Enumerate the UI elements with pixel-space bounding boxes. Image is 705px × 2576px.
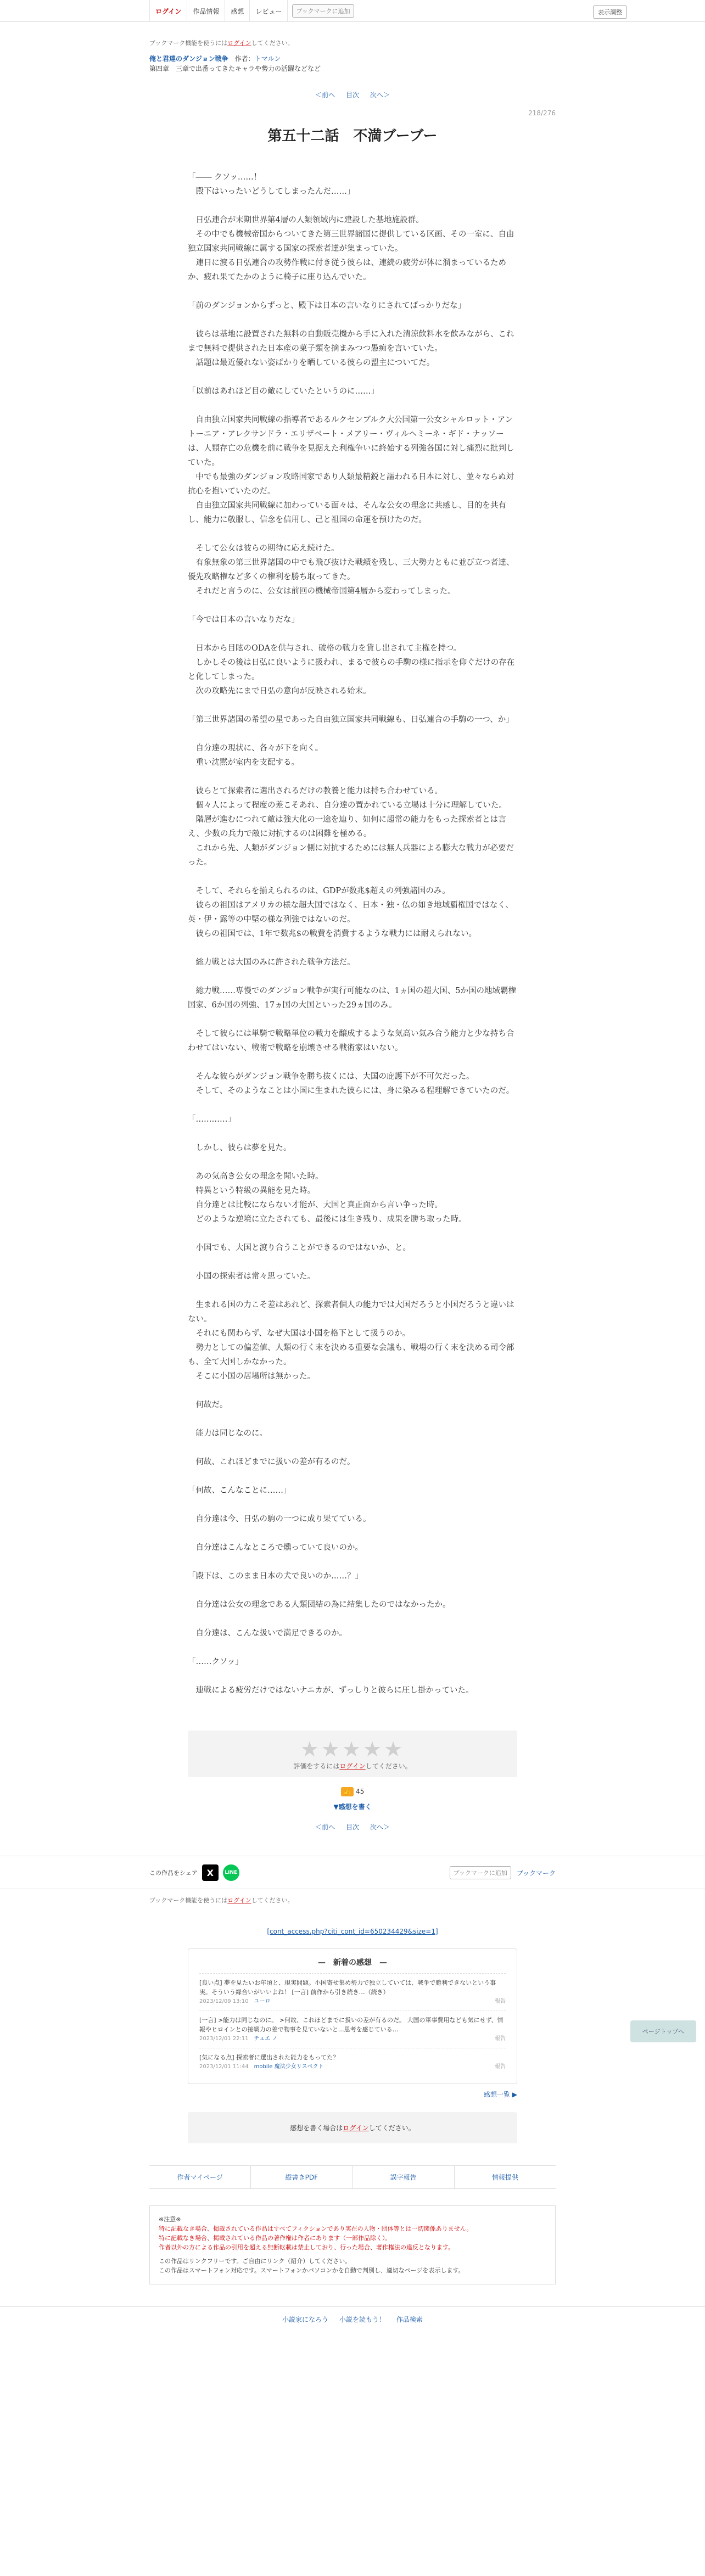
page-top-button[interactable]: ページトップへ [630, 2020, 696, 2042]
impression-login-box: 感想を書く場合はログインしてください。 [188, 2112, 517, 2143]
body-paragraph: それにも関わらず、なぜ大国は小国を格下として扱うのか。 [188, 1329, 410, 1338]
body-paragraph: 総力戦とは大国のみに許された戦争方法だ。 [188, 958, 355, 967]
body-paragraph [188, 1669, 517, 1683]
body-paragraph [188, 284, 517, 299]
body-paragraph [188, 698, 517, 713]
body-paragraph [188, 1612, 517, 1626]
impression-author-link[interactable]: ユーロ [254, 1998, 271, 2004]
body-paragraph: 自分達とは比較にならない才能が、大国と真正面から言い争った時。 [188, 1201, 443, 1209]
body-paragraph: 何故だ。 [188, 1401, 228, 1409]
body-paragraph: 次の攻略先にまで日弘の意向が反映される始末。 [188, 687, 371, 696]
footer-link[interactable]: 情報提供 [491, 2174, 518, 2181]
review-link[interactable]: レビュー [250, 0, 288, 22]
body-paragraph: そんな彼らがダンジョン戦争を勝ち抜くには、大国の庇護下が不可欠だった。 [188, 1072, 474, 1081]
line-share-icon[interactable]: LINE [223, 1864, 239, 1881]
impressions-box [188, 1948, 517, 2084]
body-paragraph: あの気高き公女の理念を聞いた時。 [188, 1172, 323, 1181]
notice-login-link[interactable]: ログイン [227, 40, 251, 47]
impression-item [199, 2048, 506, 2076]
body-paragraph: 「―― クソッ……！ [188, 173, 262, 182]
impression-text: [気になる点] 探索者に選出された能力をもってた？ [199, 2054, 339, 2061]
body-paragraph: 自分達は今、日弘の駒の一つに成り果てている。 [188, 1515, 371, 1524]
write-impression-link[interactable]: ▼感想を書く [333, 1803, 372, 1811]
report-link[interactable]: 報告 [495, 2064, 506, 2070]
star-icon[interactable]: ★ [363, 1737, 384, 1761]
impression-item [199, 2011, 506, 2048]
report-link[interactable]: 報告 [495, 1998, 506, 2004]
impression-date: 2023/12/09 13:10 [199, 1998, 254, 2004]
works-info-link[interactable]: 作品情報 [187, 0, 225, 22]
next-link-bottom[interactable]: 次へ＞ [370, 1823, 390, 1831]
impression-date: 2023/12/01 11:44 [199, 2064, 254, 2070]
episode-title: 第五十二話 不満ブーブー [267, 128, 438, 144]
body-paragraph [188, 1012, 517, 1027]
body-paragraph [188, 370, 517, 384]
body-paragraph [188, 1127, 517, 1141]
bookmark-add-button-bottom[interactable]: ブックマークに追加 [450, 1866, 511, 1879]
body-paragraph: 個々人によって程度の差こそあれ、自分達の置かれている立場は十分に理解していた。 [188, 801, 507, 810]
body-paragraph: 階層が進むにつれて敵は強大化の一途を辿り、如何に超常の能力をもった探索者とは言え、少数の兵力で敵に対抗するのは困難を極める。 [188, 815, 506, 838]
body-paragraph [188, 1441, 517, 1455]
x-share-icon[interactable]: X [202, 1864, 219, 1881]
body-paragraph: 「前のダンジョンからずっと、殿下は日本の言いなりにされてばっかりだな」 [188, 301, 466, 310]
body-paragraph [188, 313, 517, 327]
body-paragraph: 生まれる国の力こそ差はあれど、探索者個人の能力では大国だろうと小国だろうと違いはない。 [188, 1301, 514, 1324]
series-info: 俺と君達のダンジョン戦争 作者：トマルン 第四章 三章で出番ってきたキャラや勢力の活躍などなど [149, 54, 556, 74]
pager-top [149, 90, 556, 99]
rating-box: ★★★★★ 評価をするにはログインしてください。 [188, 1731, 517, 1777]
body-paragraph: 勢力としての偏差値、人類の行く末を決める重要な会議も、戦場の行く末を決める司令部も、全て大国しかなかった。 [188, 1343, 514, 1367]
bottom-link[interactable]: 小説を読もう！ [339, 2316, 385, 2323]
caution-box [149, 2205, 556, 2284]
body-paragraph [188, 1155, 517, 1169]
star-icon[interactable]: ★ [342, 1737, 363, 1761]
caution-line: 特に記載なき場合、掲載されている作品の著作権は作者にあります（一部作品除く）。 [159, 2235, 391, 2242]
share-bar [0, 1856, 705, 1889]
body-paragraph: そして、それらを揃えられるのは、GDPが数兆$超えの列強諸国のみ。 [188, 887, 450, 895]
caution-title: ※注意※ [159, 2216, 181, 2223]
body-paragraph: 何故、これほどまでに扱いの差が有るのだ。 [188, 1458, 355, 1466]
prev-link[interactable]: ＜前へ [315, 91, 335, 99]
star-icon[interactable]: ★ [321, 1737, 342, 1761]
body-paragraph: 総力戦……専慢でのダンジョン戦争が実行可能なのは、1ヵ国の超大国、5か国の地域覇権国家、6か国の列強、17ヵ国の大国といった29ヵ国のみ。 [188, 987, 516, 1010]
prev-link-bottom[interactable]: ＜前へ [315, 1823, 335, 1831]
series-title-link[interactable]: 俺と君達のダンジョン戦争 [149, 55, 228, 63]
body-paragraph: その中でも機械帝国からついてきた第三世界諸国に提供している区画、その一室に、自由独立国家共同戦線に属する国家の探索者達が集まっていた。 [188, 230, 514, 253]
bottom-link[interactable]: 作品検索 [396, 2316, 423, 2323]
body-paragraph [188, 1498, 517, 1512]
body-paragraph: 自分達の現状に、各々が下を向く。 [188, 744, 323, 753]
star-icon[interactable]: ★ [300, 1737, 321, 1761]
caution-line: この作品はスマートフォン対応です。スマートフォンかパソコンかを自動で判別し、適切なページを表示します。 [159, 2267, 465, 2274]
chapter-title: 第四章 三章で出番ってきたキャラや勢力の活躍などなど [149, 65, 321, 72]
caution-line: 特に記載なき場合、掲載されている作品はすべてフィクションであり実在の人物・団体等とは一切関係ありません。 [159, 2225, 473, 2232]
notice2-login-link[interactable]: ログイン [227, 1897, 251, 1904]
body-paragraph [188, 770, 517, 784]
body-paragraph: 彼らの祖国では、1年で数兆$の戦費を消費するような戦力には耐えられない。 [188, 929, 477, 938]
body-paragraph: そして、そのようなことは小国に生まれた彼らには、身に染みる程理解できていたのだ。 [188, 1087, 514, 1095]
footer-link[interactable]: 誤字報告 [353, 2166, 455, 2188]
body-paragraph: 連戦による疲労だけではないナニカが、ずっしりと彼らに圧し掛かっていた。 [188, 1686, 474, 1695]
body-paragraph: 連日に渡る日弘連合の攻勢作戦に付き従う彼らは、連続の疲労が体に溜まっているためか、疲れ果てたかのように椅子に座り込んでいた。 [188, 259, 506, 282]
top-nav-bar [0, 0, 705, 22]
body-paragraph [188, 1412, 517, 1426]
impression-login-link[interactable]: ログイン [343, 2124, 369, 2132]
thumbs-up-icon: 👍 [341, 1787, 354, 1796]
body-paragraph [188, 941, 517, 955]
impression-date: 2023/12/01 22:11 [199, 2036, 254, 2042]
author-link[interactable]: トマルン [254, 55, 281, 63]
body-paragraph [188, 970, 517, 984]
body-paragraph [188, 1469, 517, 1483]
body-paragraph: それだと言うのに、公女は前回の機械帝国第4層から変わってしまった。 [188, 587, 456, 596]
body-paragraph: 日弘連合が末期世界第4層の人類領域内に建設した基地施設群。 [188, 216, 424, 225]
body-paragraph: 彼らの祖国はアメリカの様な超大国ではなく、日本・独・仏の如き地域覇権国ではなく、英・伊・露等の中堅の様な列強ではないのだ。 [188, 901, 513, 924]
login-link[interactable]: ログイン [149, 0, 187, 22]
body-paragraph [188, 1255, 517, 1269]
body-paragraph: 自分達はこんなところで燻っていて良いのか。 [188, 1543, 363, 1552]
body-paragraph [188, 1640, 517, 1655]
body-paragraph [188, 1384, 517, 1398]
body-paragraph: 殿下はいったいどうしてしまったんだ……」 [188, 187, 355, 196]
caution-line: この作品はリンクフリーです。ご自由にリンク（紹介）してください。 [159, 2258, 351, 2265]
body-paragraph: 日本から目眩のODAを供与され、破格の戦力を貸し出されて主権を持つ。 [188, 644, 462, 653]
share-label: この作品をシェア [149, 1869, 198, 1877]
body-paragraph: 重い沈黙が室内を支配する。 [188, 758, 299, 767]
body-paragraph [188, 1227, 517, 1241]
star-icon[interactable]: ★ [384, 1737, 405, 1761]
rating-stars[interactable] [188, 1737, 517, 1761]
bookmark-add-button[interactable]: ブックマークに追加 [292, 4, 354, 18]
novel-body [188, 170, 517, 1698]
bottom-link[interactable]: 小説家になろう [282, 2316, 328, 2323]
body-paragraph: 「以前はあれほど目の敵にしていたというのに……」 [188, 387, 379, 396]
body-paragraph [188, 627, 517, 641]
impression-author-link[interactable]: mobile 魔法少女リスペクト [254, 2064, 324, 2070]
bookmark-notice: ブックマーク機能を使うにはログインしてください。 [149, 40, 294, 47]
pager-bottom [0, 1822, 705, 1832]
body-paragraph: 能力は同じなのに。 [188, 1429, 267, 1438]
impression-text: [一言] >能力は同じなのに。 >何故、これほどまでに扱いの差が有るのだ。 大国の軍事費用なども気にせず、情報やヒロインとの接戦力の差で物事を見ていないと…思考を感じている… [199, 2017, 503, 2033]
bookmark-link[interactable]: ブックマーク [516, 1869, 556, 1877]
access-counter-image: [cont_access.php?citi_cont_id=650234429&size=1] [267, 1928, 438, 1935]
body-paragraph: 彼らは基地に設置された無料の自動販売機から手に入れた清涼飲料水を飲みながら、これまで無料で提供された日本産の菓子類を摘まみつつ愚痴を言いていた。 [188, 330, 514, 353]
body-paragraph [188, 399, 517, 413]
body-paragraph [188, 1555, 517, 1569]
body-paragraph: 小国でも、大国と渡り合うことができるのではないか、と。 [188, 1244, 411, 1252]
impressions-link[interactable]: 感想 [225, 0, 250, 22]
toc-link[interactable]: 目次 [345, 91, 359, 99]
footer-link[interactable]: 作者マイページ [149, 2166, 251, 2188]
impressions-heading: — 新着の感想 — [318, 1958, 387, 1967]
body-paragraph: 彼らとて探索者に選出されるだけの教養と能力は持ち合わせている。 [188, 787, 443, 796]
body-paragraph: 自分達は、こんな扱いで満足できるのか。 [188, 1629, 347, 1638]
body-paragraph: しかし、彼らは夢を見た。 [188, 1144, 292, 1152]
good-count: 45 [356, 1788, 365, 1795]
body-paragraph: どのような逆境に立たされても、最後には生き残り、成果を勝ち取った時。 [188, 1215, 467, 1224]
body-paragraph: 小国の探索者は常々思っていた。 [188, 1272, 315, 1281]
impressions-more-link[interactable]: 感想一覧 ▶ [483, 2091, 517, 2098]
body-paragraph: 「……クソッ」 [188, 1657, 243, 1666]
body-paragraph: 「第三世界諸国の希望の星であった自由独立国家共同戦線も、日弘連合の手駒の一つ、か」 [188, 715, 514, 724]
body-paragraph [188, 727, 517, 741]
body-paragraph: そして公女は彼らの期待に応え続けた。 [188, 544, 339, 553]
body-paragraph [188, 1055, 517, 1069]
body-paragraph: これから先、人類がダンジョン側に対抗するためには無人兵器による膨大な戦力が必要だった。 [188, 844, 514, 867]
body-paragraph: 有象無象の第三世界諸国の中でも飛び抜けた戦績を残し、三大勢力ともに並び立つ者達、優先攻略権など多くの権利を勝ち取ってきた。 [188, 558, 514, 581]
body-paragraph: 中でも最強のダンジョン攻略国家であり人類最精鋭と謳われる日本に対し、並々ならぬ対抗心を抱いていたのだ。 [188, 473, 514, 496]
body-paragraph: しかしその後は日弘に良いように扱われ、まるで彼らの手駒の様に指示を仰ぐだけの存在と化してしまった。 [188, 658, 515, 681]
bottom-footer [0, 2306, 705, 2332]
body-paragraph: そして彼らには単騎で戦略単位の戦力を醸成するような気高い氣み合う能力と少な持ち合わせてはいない、戦術で戦略を崩壊させる戦術家はいない。 [188, 1029, 514, 1052]
footer-links [149, 2165, 556, 2189]
body-paragraph [188, 1098, 517, 1112]
rating-login-link[interactable]: ログイン [339, 1762, 366, 1770]
body-paragraph [188, 1284, 517, 1298]
body-paragraph: 話題は最近優れない姿ばかりを晒している彼らの盟主についてだ。 [188, 359, 435, 367]
display-settings-button[interactable]: 表示調整 [593, 5, 627, 19]
body-paragraph: 自分達は公女の理念である人類団結の為に結集したのではなかったか。 [188, 1600, 451, 1609]
body-paragraph [188, 598, 517, 613]
body-paragraph [188, 527, 517, 541]
bookmark-notice-bottom: ブックマーク機能を使うにはログインしてください。 [0, 1889, 705, 1911]
body-paragraph: 「今では日本の言いなりだな」 [188, 615, 299, 624]
page-number: 218/276 [528, 109, 556, 117]
body-paragraph: 特異という特級の異能を見た時。 [188, 1186, 315, 1195]
body-paragraph [188, 199, 517, 213]
body-paragraph [188, 870, 517, 884]
body-paragraph: そこに小国の居場所は無かった。 [188, 1372, 315, 1381]
good-button[interactable] [0, 1787, 705, 1796]
next-link[interactable]: 次へ＞ [370, 91, 390, 99]
body-paragraph: 「何故、こんなことに……」 [188, 1486, 292, 1495]
impression-author-link[interactable]: チュエ ノ [254, 2036, 278, 2042]
body-paragraph: 自由独立国家共同戦線に加わっている面々は、そんな公女の理念に共感し、目的を共有し、能力に敬服し、信念を信用し、己と祖国の命運を預けたのだ。 [188, 501, 506, 524]
caution-line: 作者以外の方による作品の引用を超える無断転載は禁止しており、行った場合、著作権法の違反となります。 [159, 2244, 455, 2251]
body-paragraph [188, 1526, 517, 1541]
footer-link[interactable]: 縦書きPDF [251, 2166, 352, 2188]
impression-item [199, 1973, 506, 2011]
body-paragraph [188, 1583, 517, 1598]
body-paragraph: 「殿下は、このまま日本の犬で良いのか……？」 [188, 1572, 363, 1581]
body-paragraph: 「…………」 [188, 1115, 236, 1124]
impression-text: [良い点] 夢を見たいお年頃と、現実問題。小国寄せ集め勢力で独立していては、戦争で勝利できないという事実。そういう縁合いがいいよね！ [一言] 前作から引き続き…（続き） [199, 1979, 496, 1996]
body-paragraph: 自由独立国家共同戦線の指導者であるルクセンブルク大公国第一公女シャルロット・アントーニア・アレクサンドラ・エリザベート・メアリー・ヴィルヘミーネ・ギド・ナッソーは、人類存亡の危機を前に戦争を見据えた利権争いに終始する列強各国に対し痛烈に批判していた。 [188, 416, 514, 467]
toc-link-bottom[interactable]: 目次 [345, 1823, 359, 1831]
report-link[interactable]: 報告 [495, 2036, 506, 2042]
